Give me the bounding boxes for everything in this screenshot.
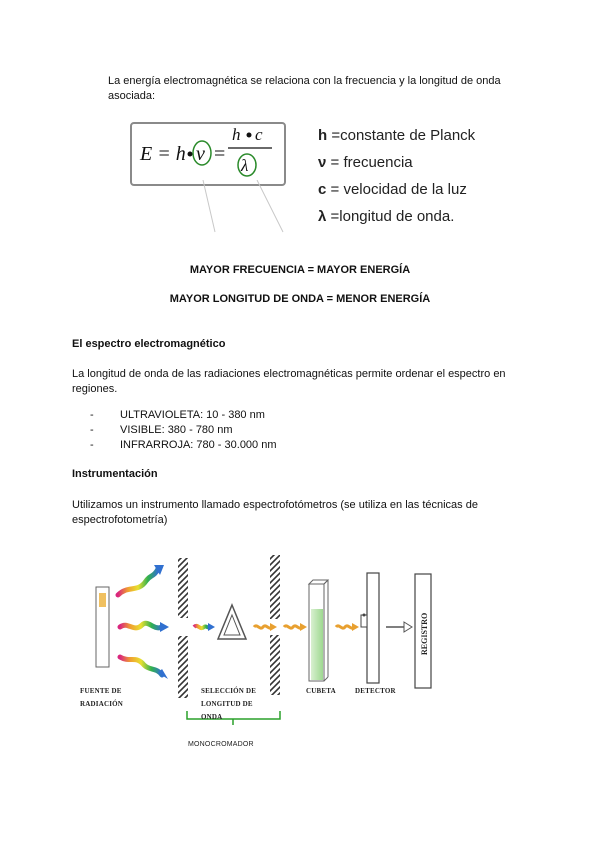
registro-label: REGISTRO	[420, 612, 429, 655]
formula-numerator-h: h	[232, 125, 241, 144]
label-seleccion-line-3: ONDA	[201, 713, 223, 721]
radiation-source-lamp	[96, 587, 109, 667]
section-heading-instrumentation: Instrumentación	[72, 468, 158, 480]
statement-frequency: MAYOR FRECUENCIA = MAYOR ENERGÍA	[189, 264, 411, 276]
intro-line-2: asociada:	[108, 90, 156, 102]
signal-arrow	[386, 622, 412, 632]
svg-text:=: =	[214, 143, 226, 165]
prism	[218, 605, 246, 639]
entrance-slit	[178, 558, 188, 698]
legend-nu: ν = frecuencia	[318, 154, 413, 171]
label-fuente-line-1: FUENTE DE	[80, 687, 122, 695]
emitted-rays	[118, 565, 169, 679]
spectrophotometer-diagram	[70, 555, 450, 755]
list-item: - INFRARROJA: 780 - 30.000 nm	[90, 438, 277, 453]
instrument-para-line-1: Utilizamos un instrumento llamado espectrofotómetros (se utiliza en las técnicas de	[72, 499, 478, 511]
formula-box	[130, 122, 286, 186]
pointer-lines	[195, 180, 295, 235]
label-detector: DETECTOR	[355, 687, 396, 695]
formula-nu: ν	[196, 143, 205, 165]
cuvette	[309, 580, 328, 681]
statement-wavelength: MAYOR LONGITUD DE ONDA = MENOR ENERGÍA	[169, 293, 431, 305]
list-item: - ULTRAVIOLETA: 10 - 380 nm	[90, 408, 277, 423]
spectrum-list	[90, 408, 277, 453]
label-seleccion-line-2: LONGITUD DE	[201, 700, 253, 708]
spectrum-para-line-2: regiones.	[72, 383, 118, 395]
label-seleccion-line-1: SELECCIÓN DE	[201, 687, 257, 695]
legend-c: c = velocidad de la luz	[318, 181, 467, 198]
instrument-para-line-2: espectrofotometría)	[72, 514, 168, 526]
legend-lambda: λ =longitud de onda.	[318, 208, 455, 225]
formula-graphic	[132, 124, 284, 184]
legend-h: h =constante de Planck	[318, 127, 476, 144]
label-monocromador: MONOCROMADOR	[188, 741, 254, 748]
intro-line-1: La energía electromagnética se relaciona con la frecuencia y la longitud de onda	[108, 75, 501, 87]
list-item: - VISIBLE: 380 - 780 nm	[90, 423, 277, 438]
formula-lhs: E = h	[140, 143, 186, 165]
label-fuente-line-2: RADIACIÓN	[80, 700, 124, 708]
formula-lambda: λ	[241, 156, 249, 175]
formula-numerator-c: c	[255, 125, 263, 144]
section-heading-spectrum: El espectro electromagnético	[72, 338, 226, 350]
detector	[361, 573, 379, 683]
label-cubeta: CUBETA	[306, 687, 336, 695]
spectrum-para-line-1: La longitud de onda de las radiaciones electromagnéticas permite ordenar el espectro en	[72, 368, 506, 380]
registro-box	[415, 574, 431, 688]
